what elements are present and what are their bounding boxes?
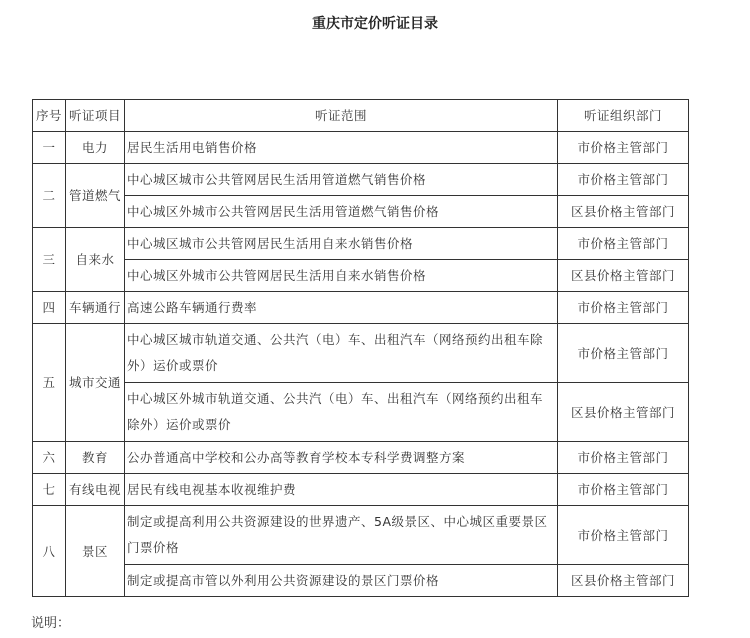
row-no: 八 [33,506,66,597]
row-dept: 市价格主管部门 [558,474,689,506]
row-scope: 中心城区外城市轨道交通、公共汽（电）车、出租汽车（网络预约出租车除外）运价或票价 [125,383,558,442]
row-scope: 居民生活用电销售价格 [125,132,558,164]
row-no: 六 [33,442,66,474]
row-dept: 市价格主管部门 [558,132,689,164]
header-scope: 听证范围 [125,100,558,132]
header-item: 听证项目 [66,100,125,132]
row-item: 景区 [66,506,125,597]
table-header-row [33,100,689,132]
row-dept: 区县价格主管部门 [558,196,689,228]
row-dept: 市价格主管部门 [558,164,689,196]
table-row [33,260,689,292]
row-item: 电力 [66,132,125,164]
row-item: 城市交通 [66,324,125,442]
table-row [33,228,689,260]
page-title: 重庆市定价听证目录 [312,16,438,32]
table-row [33,164,689,196]
row-scope: 中心城区城市公共管网居民生活用自来水销售价格 [125,228,558,260]
row-scope: 中心城区城市公共管网居民生活用管道燃气销售价格 [125,164,558,196]
table-row [33,292,689,324]
row-scope: 中心城区外城市公共管网居民生活用自来水销售价格 [125,260,558,292]
row-no: 二 [33,164,66,228]
row-no: 四 [33,292,66,324]
row-item: 车辆通行 [66,292,125,324]
row-scope: 居民有线电视基本收视维护费 [125,474,558,506]
row-dept: 市价格主管部门 [558,442,689,474]
header-dept: 听证组织部门 [558,100,689,132]
row-no: 七 [33,474,66,506]
note-label: 说明： [31,616,71,631]
row-scope: 制定或提高利用公共资源建设的世界遗产、5A级景区、中心城区重要景区门票价格 [125,506,558,565]
table-row [33,474,689,506]
row-scope: 中心城区城市轨道交通、公共汽（电）车、出租汽车（网络预约出租车除外）运价或票价 [125,324,558,383]
row-dept: 市价格主管部门 [558,292,689,324]
row-no: 一 [33,132,66,164]
row-dept: 区县价格主管部门 [558,260,689,292]
row-dept: 区县价格主管部门 [558,565,689,597]
row-scope: 高速公路车辆通行费率 [125,292,558,324]
header-no: 序号 [33,100,66,132]
table-row [33,196,689,228]
row-dept: 市价格主管部门 [558,228,689,260]
row-no: 五 [33,324,66,442]
row-item: 管道燃气 [66,164,125,228]
row-scope: 公办普通高中学校和公办高等教育学校本专科学费调整方案 [125,442,558,474]
row-no: 三 [33,228,66,292]
row-scope: 中心城区外城市公共管网居民生活用管道燃气销售价格 [125,196,558,228]
hearing-catalog-table [32,99,689,597]
row-item: 有线电视 [66,474,125,506]
row-scope: 制定或提高市管以外利用公共资源建设的景区门票价格 [125,565,558,597]
row-dept: 市价格主管部门 [558,506,689,565]
row-item: 自来水 [66,228,125,292]
row-dept: 市价格主管部门 [558,324,689,383]
table-row [33,506,689,565]
row-dept: 区县价格主管部门 [558,383,689,442]
table-row [33,442,689,474]
table-row [33,324,689,383]
table-row [33,132,689,164]
table-row [33,383,689,442]
row-item: 教育 [66,442,125,474]
table-row [33,565,689,597]
